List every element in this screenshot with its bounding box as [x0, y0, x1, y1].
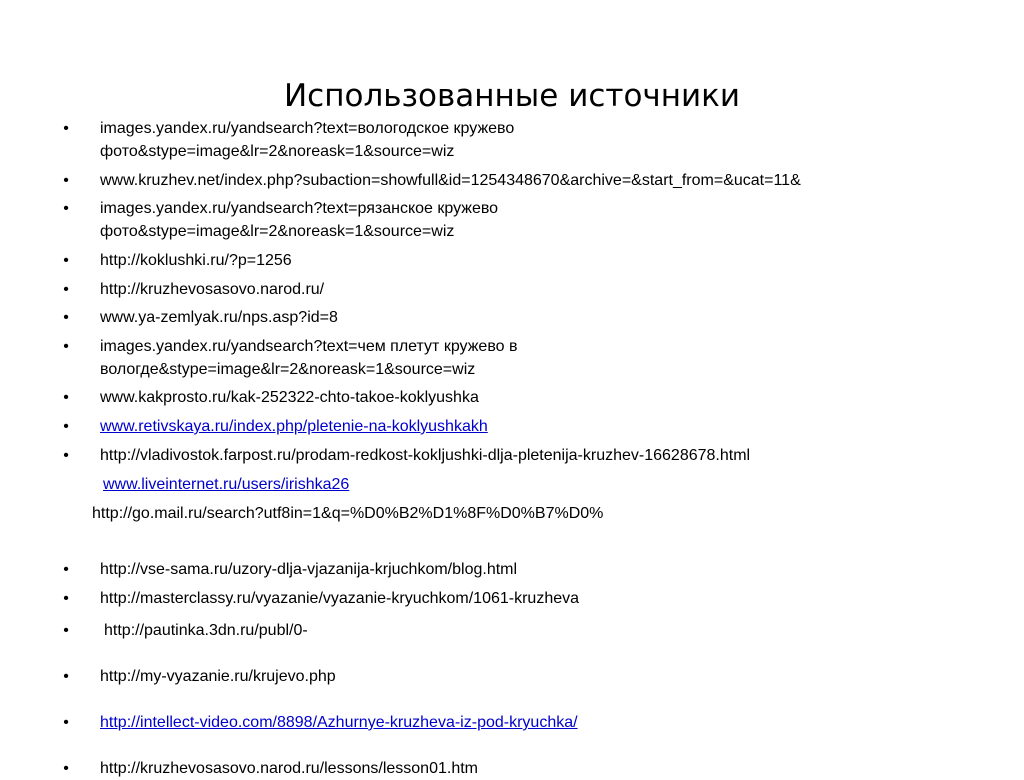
source-link[interactable]: www.liveinternet.ru/users/irishka26 — [103, 476, 350, 493]
source-text: images.yandex.ru/yandsearch?text=чем плетут кружево в — [100, 338, 518, 355]
source-text: http://kruzhevosasovo.narod.ru/lessons/lesson01.htm — [100, 760, 478, 777]
bullet-icon: • — [63, 281, 69, 298]
source-text: www.kakprosto.ru/kak-252322-chto-takoe-koklyushka — [100, 389, 479, 406]
bullet-icon: • — [63, 714, 69, 731]
source-text: http://my-vyazanie.ru/krujevo.php — [100, 668, 336, 685]
bullet-icon: • — [63, 622, 69, 639]
source-text: http://kruzhevosasovo.narod.ru/ — [100, 281, 325, 298]
bullet-icon: • — [63, 309, 69, 326]
source-text: фото&stype=image&lr=2&noreask=1&source=wiz — [100, 223, 455, 240]
source-text: images.yandex.ru/yandsearch?text=рязанское кружево — [100, 200, 499, 217]
source-text: http://pautinka.3dn.ru/publ/0- — [104, 622, 308, 639]
bullet-icon: • — [63, 447, 69, 464]
bullet-icon: • — [63, 590, 69, 607]
source-text: http://masterclassy.ru/vyazanie/vyazanie-kryuchkom/1061-kruzheva — [100, 590, 580, 607]
source-text: http://vladivostok.farpost.ru/prodam-redkost-kokljushki-dlja-pletenija-kruzhev-16628678.html — [100, 447, 751, 464]
slide-title: Использованные источники — [283, 78, 741, 114]
source-link[interactable]: www.retivskaya.ru/index.php/pletenie-na-koklyushkakh — [100, 418, 488, 435]
source-text: http://koklushki.ru/?p=1256 — [100, 252, 292, 269]
source-link[interactable]: http://intellect-video.com/8898/Azhurnye-kruzheva-iz-pod-kryuchka/ — [100, 714, 578, 731]
source-text: www.kruzhev.net/index.php?subaction=showfull&id=1254348670&archive=&start_from=&ucat=11& — [100, 172, 801, 189]
bullet-icon: • — [63, 561, 69, 578]
bullet-icon: • — [63, 172, 69, 189]
bullet-icon: • — [63, 338, 69, 355]
source-text: images.yandex.ru/yandsearch?text=вологодское кружево — [100, 120, 515, 137]
bullet-icon: • — [63, 389, 69, 406]
source-text: фото&stype=image&lr=2&noreask=1&source=wiz — [100, 143, 455, 160]
source-text: http://go.mail.ru/search?utf8in=1&q=%D0%B2%D1%8F%D0%B7%D0% — [92, 505, 604, 522]
bullet-icon: • — [63, 120, 69, 137]
bullet-icon: • — [63, 760, 69, 777]
bullet-icon: • — [63, 200, 69, 217]
bullet-icon: • — [63, 418, 69, 435]
source-text: http://vse-sama.ru/uzory-dlja-vjazanija-krjuchkom/blog.html — [100, 561, 518, 578]
bullet-icon: • — [63, 252, 69, 269]
source-text: вологде&stype=image&lr=2&noreask=1&source=wiz — [100, 361, 476, 378]
bullet-icon: • — [63, 668, 69, 685]
source-text: www.ya-zemlyak.ru/nps.asp?id=8 — [100, 309, 338, 326]
